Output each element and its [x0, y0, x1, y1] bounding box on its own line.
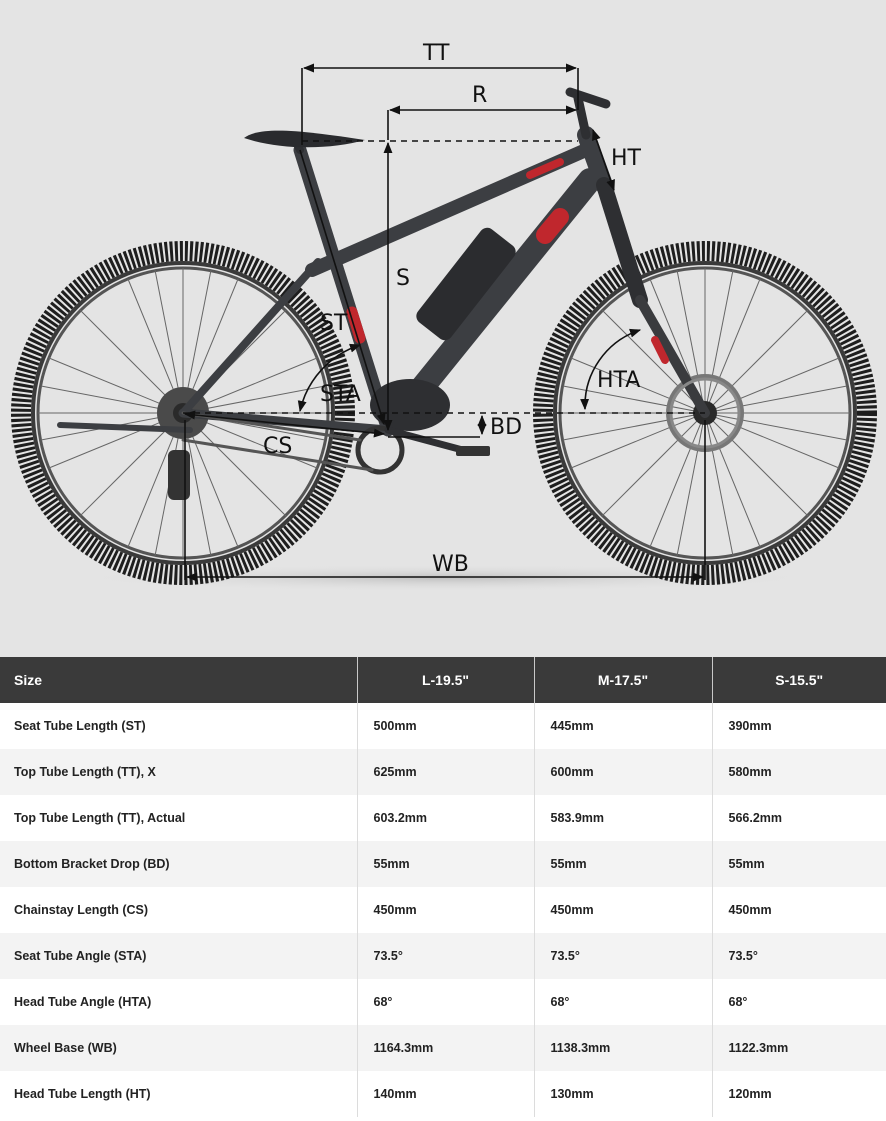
cell-s: 580mm	[712, 749, 886, 795]
row-label: Bottom Bracket Drop (BD)	[0, 841, 357, 887]
cell-l: 55mm	[357, 841, 534, 887]
label-tt: TT	[423, 41, 450, 66]
label-st: ST	[320, 311, 348, 336]
cell-s: 1122.3mm	[712, 1025, 886, 1071]
label-sta: STA	[320, 382, 361, 407]
cell-l: 625mm	[357, 749, 534, 795]
row-label: Top Tube Length (TT), X	[0, 749, 357, 795]
header-size-l: L-19.5"	[357, 657, 534, 703]
cell-m: 1138.3mm	[534, 1025, 712, 1071]
row-label: Chainstay Length (CS)	[0, 887, 357, 933]
cell-l: 68°	[357, 979, 534, 1025]
cell-m: 68°	[534, 979, 712, 1025]
cell-l: 450mm	[357, 887, 534, 933]
label-r: R	[472, 83, 488, 108]
row-label: Top Tube Length (TT), Actual	[0, 795, 357, 841]
header-size-m: M-17.5"	[534, 657, 712, 703]
table-row	[0, 1071, 886, 1117]
row-label: Head Tube Length (HT)	[0, 1071, 357, 1117]
cell-m: 450mm	[534, 887, 712, 933]
cell-m: 130mm	[534, 1071, 712, 1117]
label-cs: CS	[263, 434, 293, 459]
cell-m: 600mm	[534, 749, 712, 795]
cell-s: 73.5°	[712, 933, 886, 979]
label-hta: HTA	[597, 368, 641, 393]
header-size: Size	[0, 657, 357, 703]
cell-l: 73.5°	[357, 933, 534, 979]
row-label: Seat Tube Angle (STA)	[0, 933, 357, 979]
row-label: Wheel Base (WB)	[0, 1025, 357, 1071]
cell-s: 120mm	[712, 1071, 886, 1117]
table-header-row	[0, 657, 886, 703]
label-ht: HT	[611, 146, 641, 171]
cell-l: 603.2mm	[357, 795, 534, 841]
geometry-table	[0, 657, 886, 1117]
table-row	[0, 887, 886, 933]
cell-m: 73.5°	[534, 933, 712, 979]
table-row	[0, 933, 886, 979]
label-s: S	[396, 266, 410, 291]
cell-s: 450mm	[712, 887, 886, 933]
row-label: Head Tube Angle (HTA)	[0, 979, 357, 1025]
label-bd: BD	[490, 415, 523, 440]
cell-l: 500mm	[357, 703, 534, 749]
cell-m: 55mm	[534, 841, 712, 887]
cell-s: 55mm	[712, 841, 886, 887]
cell-s: 68°	[712, 979, 886, 1025]
cell-l: 1164.3mm	[357, 1025, 534, 1071]
cell-m: 583.9mm	[534, 795, 712, 841]
label-wb: WB	[432, 552, 469, 577]
table-row	[0, 795, 886, 841]
table-row	[0, 1025, 886, 1071]
cell-l: 140mm	[357, 1071, 534, 1117]
table-row	[0, 703, 886, 749]
table-row	[0, 979, 886, 1025]
table-row	[0, 749, 886, 795]
header-size-s: S-15.5"	[712, 657, 886, 703]
cell-s: 390mm	[712, 703, 886, 749]
cell-s: 566.2mm	[712, 795, 886, 841]
table-row	[0, 841, 886, 887]
cell-m: 445mm	[534, 703, 712, 749]
row-label: Seat Tube Length (ST)	[0, 703, 357, 749]
